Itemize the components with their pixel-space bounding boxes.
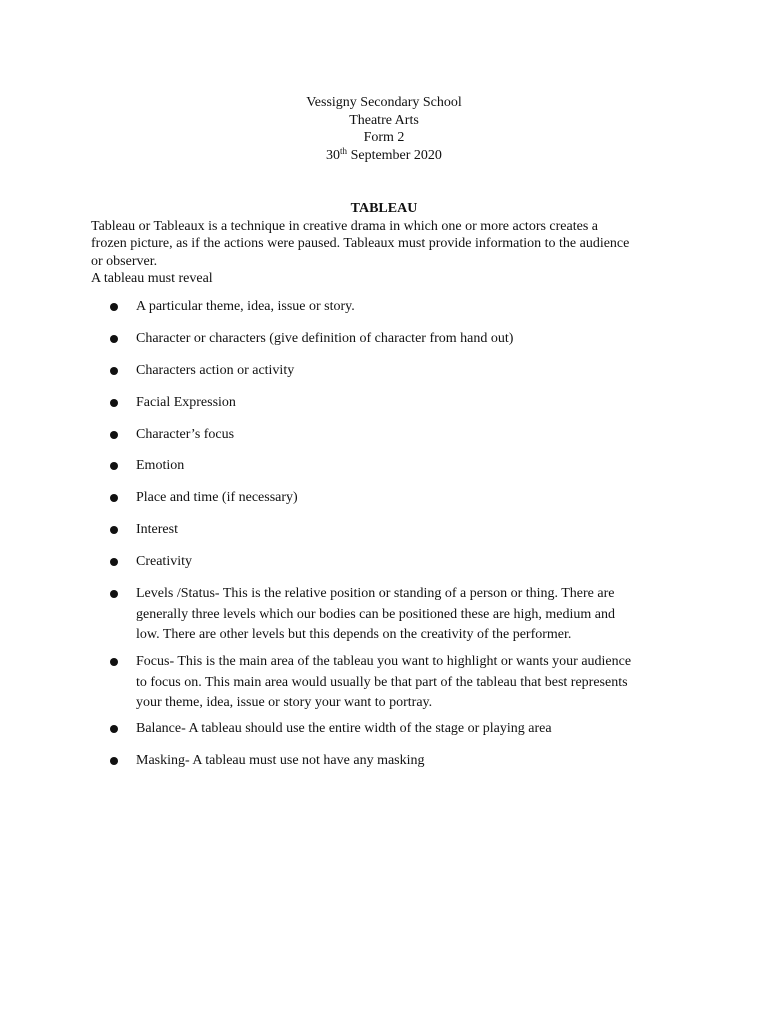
bullet-icon [110, 335, 118, 343]
date-suffix: th [340, 145, 348, 156]
bullet-icon [110, 757, 118, 765]
intro-line: Tableau or Tableaux is a technique in creative drama in which one or more actors creates a [91, 219, 599, 234]
bullet-icon [110, 431, 118, 439]
bullet-text: generally three levels which our bodies can be positioned these are high, medium and [136, 606, 615, 622]
date-day: 30 [326, 147, 341, 163]
bullet-text: Masking- A tableau must use not have any masking [136, 753, 425, 768]
page-title: TABLEAU [350, 201, 418, 216]
bullet-text: Emotion [136, 458, 185, 473]
form-level: Form 2 [363, 130, 405, 145]
bullet-text: A particular theme, idea, issue or story. [136, 299, 355, 314]
bullet-icon [110, 462, 118, 470]
intro-line: or observer. [91, 253, 158, 269]
bullet-icon [110, 658, 118, 666]
bullet-item-focus [136, 653, 696, 711]
bullet-item-emotion [136, 457, 696, 475]
bullet-icon [110, 526, 118, 534]
bullet-item-theme [136, 298, 696, 316]
bullet-text: Levels /Status- This is the relative position or standing of a person or thing. There are [136, 586, 615, 601]
bullet-text: Creativity [136, 554, 192, 569]
bullet-text: Facial Expression [136, 395, 236, 410]
intro-line: frozen picture, as if the actions were paused. Tableaux must provide information to the audience [91, 236, 630, 252]
bullet-item-character [136, 330, 696, 348]
date-rest: September 2020 [347, 147, 442, 163]
bullet-item-facial-expression [136, 394, 696, 412]
bullet-icon [110, 367, 118, 375]
bullet-text: Character or characters (give definition of character from hand out) [136, 331, 514, 346]
intro-line: A tableau must reveal [91, 271, 213, 287]
bullet-item-interest [136, 521, 696, 539]
bullet-item-action [136, 362, 696, 380]
bullet-icon [110, 494, 118, 502]
bullet-text: Interest [136, 522, 178, 537]
bullet-item-levels [136, 585, 696, 643]
bullet-text: Balance- A tableau should use the entire width of the stage or playing area [136, 721, 552, 736]
bullet-text: Focus- This is the main area of the tableau you want to highlight or wants your audience [136, 654, 632, 669]
school-name: Vessigny Secondary School [306, 95, 462, 110]
bullet-text: Characters action or activity [136, 363, 295, 378]
bullet-item-balance [136, 720, 696, 738]
bullet-item-place-time [136, 489, 696, 507]
bullet-text: Character’s focus [136, 427, 235, 442]
bullet-text: Place and time (if necessary) [136, 490, 298, 505]
bullet-icon [110, 303, 118, 311]
bullet-icon [110, 558, 118, 566]
subject-name: Theatre Arts [349, 112, 419, 128]
bullet-text: low. There are other levels but this depends on the creativity of the performer. [136, 626, 572, 642]
bullet-icon [110, 590, 118, 598]
bullet-item-character-focus [136, 426, 696, 444]
bullet-text: your theme, idea, issue or story your want to portray. [136, 694, 433, 710]
bullet-text: to focus on. This main area would usually be that part of the tableau that best represents [136, 674, 628, 690]
bullet-item-creativity [136, 553, 696, 571]
bullet-icon [110, 399, 118, 407]
bullet-item-masking [136, 752, 696, 770]
bullet-icon [110, 725, 118, 733]
